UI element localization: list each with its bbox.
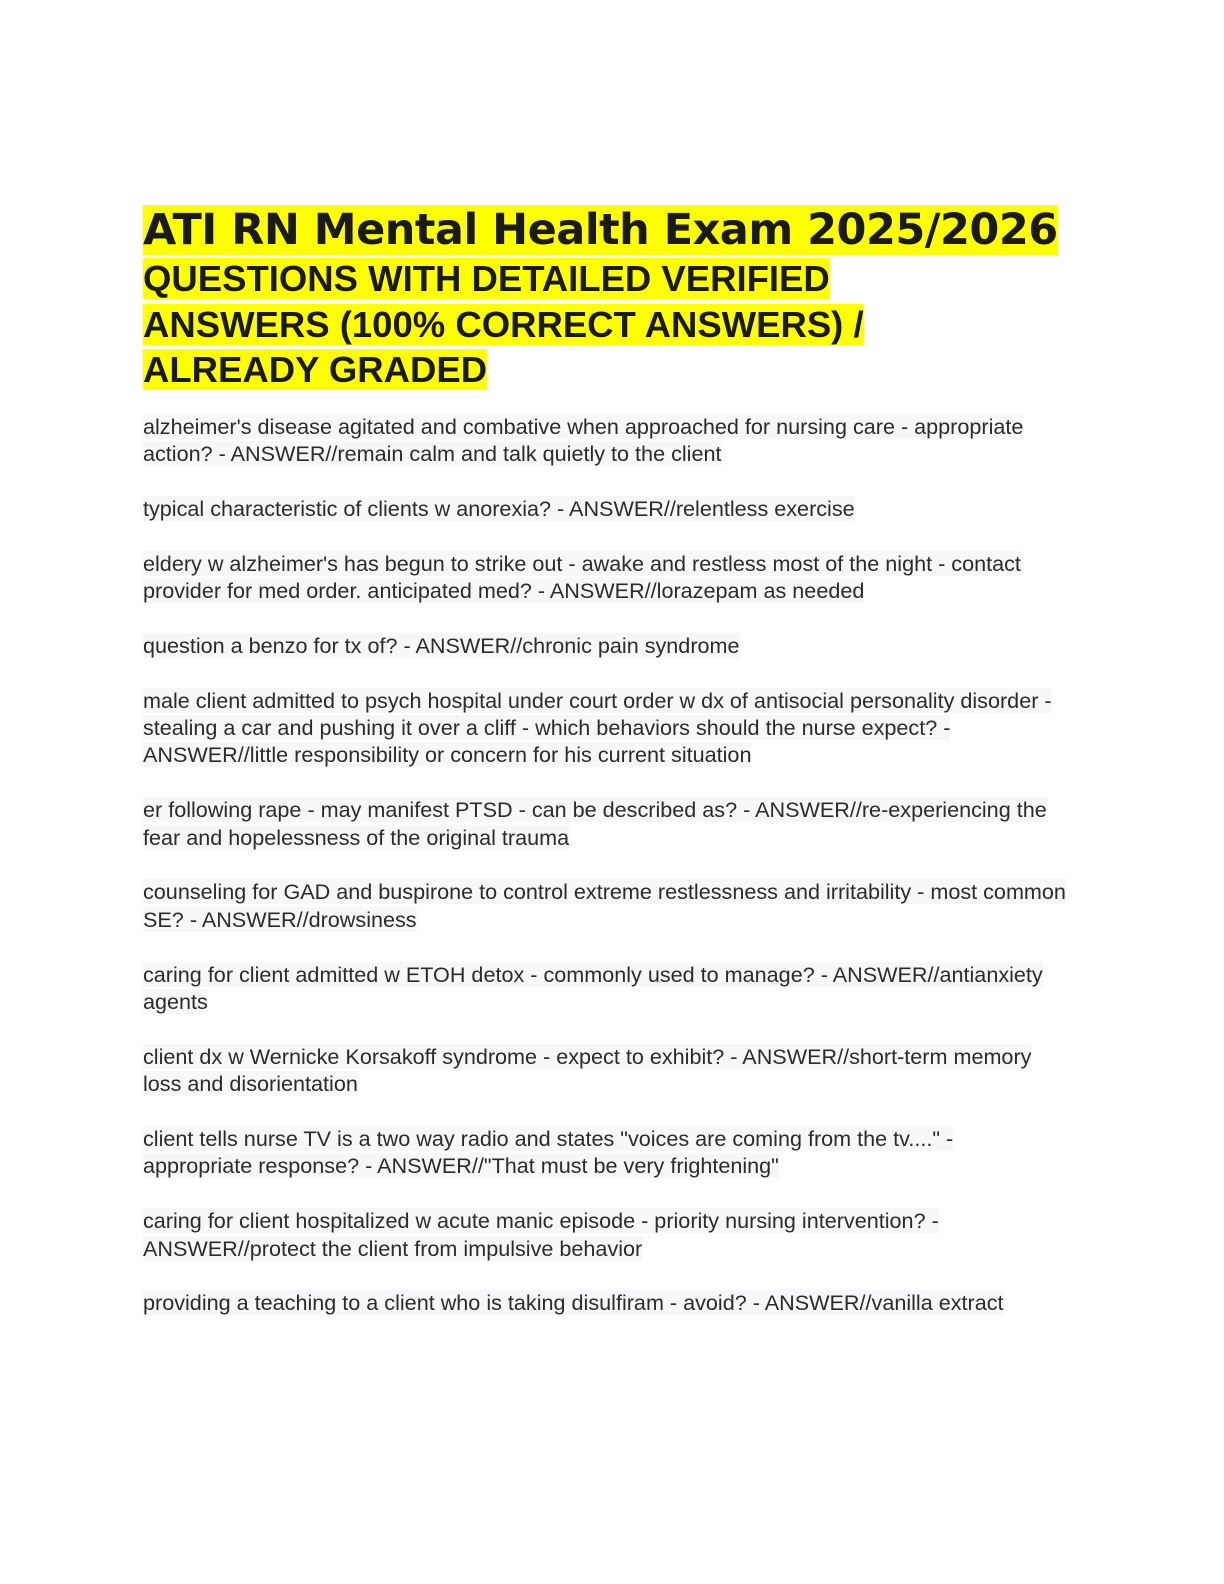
qa-item (143, 878, 1068, 933)
qa-list (143, 413, 1083, 1317)
qa-item (143, 1125, 1068, 1180)
qa-item-text: client tells nurse TV is a two way radio and states "voices are coming from the tv...." - appropriate response? - ANSWER//"That must be very frightening" (143, 1125, 954, 1179)
qa-item (143, 495, 1068, 522)
document-subtitle (143, 256, 973, 393)
document-title-text: ATI RN Mental Health Exam 2025/2026 (143, 205, 1058, 255)
document-title (143, 196, 1083, 264)
qa-item-text: counseling for GAD and buspirone to control extreme restlessness and irritability - most common SE? - ANSWER//drowsiness (143, 879, 1066, 932)
qa-item (143, 961, 1068, 1016)
qa-item (143, 1207, 1068, 1262)
qa-item-text: client dx w Wernicke Korsakoff syndrome - expect to exhibit? - ANSWER//short-term memory loss and disorientation (143, 1043, 1032, 1097)
qa-item-text: alzheimer's disease agitated and combative when approached for nursing care - appropriate action? - ANSWER//remain calm and talk quietly to the client (143, 413, 1024, 466)
qa-item (143, 413, 1068, 468)
qa-item-text: typical characteristic of clients w anorexia? - ANSWER//relentless exercise (143, 495, 855, 521)
qa-item (143, 796, 1068, 851)
qa-item-text: question a benzo for tx of? - ANSWER//chronic pain syndrome (143, 632, 740, 658)
qa-item (143, 1043, 1068, 1098)
document-page (143, 196, 1083, 1344)
document-subtitle-text: QUESTIONS WITH DETAILED VERIFIED ANSWERS (100% CORRECT ANSWERS) / ALREADY GRADED (143, 258, 864, 390)
qa-item-text: providing a teaching to a client who is taking disulfiram - avoid? - ANSWER//vanilla extract (143, 1290, 1004, 1316)
qa-item-text: male client admitted to psych hospital under court order w dx of antisocial personality disorder - stealing a car and pushing it over a cliff - which behaviors should the nurse expect? - ANSWER//little responsibility or concern for his current situation (143, 687, 1052, 768)
qa-item (143, 550, 1068, 605)
qa-item-text: er following rape - may manifest PTSD - can be described as? - ANSWER//re-experiencing the fear and hopelessness of the original trauma (143, 797, 1047, 850)
qa-item (143, 1289, 1068, 1316)
qa-item (143, 687, 1068, 769)
title-block (143, 196, 1083, 393)
qa-item-text: caring for client admitted w ETOH detox - commonly used to manage? - ANSWER//antianxiety agents (143, 961, 1043, 1014)
qa-item (143, 632, 1068, 659)
qa-item-text: caring for client hospitalized w acute manic episode - priority nursing intervention? - ANSWER//protect the client from impulsive behavior (143, 1208, 939, 1261)
qa-item-text: eldery w alzheimer's has begun to strike out - awake and restless most of the night - contact provider for med order. anticipated med? - ANSWER//lorazepam as needed (143, 550, 1021, 603)
